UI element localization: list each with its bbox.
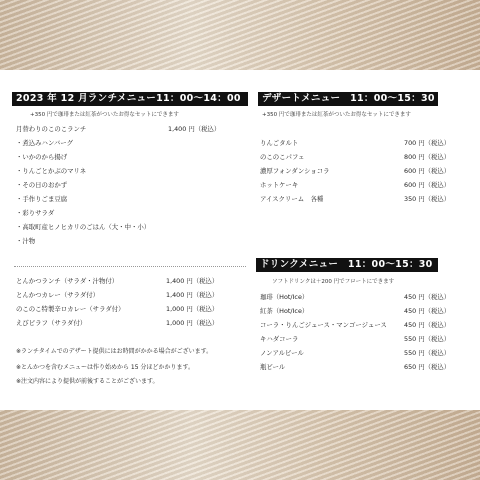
weekly-item: ・高取町産ヒノヒカリのごはん（大・中・小）	[16, 223, 151, 231]
menu-sheet	[0, 70, 480, 410]
drink-item: コーラ・りんごジュース・マンゴージュース	[260, 321, 387, 329]
footnote: ※ランチタイムでのデザート提供にはお時間がかかる場合がございます。	[16, 348, 213, 355]
lunch-menu-item: のこのこ特製辛ロカレー（サラダ付）	[16, 305, 125, 313]
background-texture-bottom	[0, 410, 480, 480]
drink-price: 550 円（税込）	[404, 335, 451, 343]
weekly-item: ・煮込みハンバーグ	[16, 139, 74, 147]
drink-item: ノンアルビール	[260, 349, 304, 357]
drink-item: 珈琲（Hot/Ice）	[260, 293, 309, 301]
lunch-menu-item: えびピラフ（サラダ付）	[16, 319, 87, 327]
lunch-divider	[14, 266, 246, 267]
drink-float-note: ソフトドリンクは＋200 円でフロートにできます	[272, 279, 395, 285]
dessert-price: 800 円（税込）	[404, 153, 451, 161]
drink-price: 450 円（税込）	[404, 307, 451, 315]
lunch-set-note: +350 円で珈琲または紅茶がついたお得なセットにできます	[30, 112, 179, 118]
dessert-price: 600 円（税込）	[404, 167, 451, 175]
dessert-price: 600 円（税込）	[404, 181, 451, 189]
footnote: ※注文内容により提供が前後することがございます。	[16, 378, 159, 385]
dessert-set-note: +350 円で珈琲または紅茶がついたお得なセットにできます	[262, 112, 411, 118]
drink-price: 550 円（税込）	[404, 349, 451, 357]
weekly-item: ・りんごとかぶのマリネ	[16, 167, 87, 175]
lunch-menu-price: 1,000 円（税込）	[166, 319, 219, 327]
weekly-lunch-title: 月替わりのこのこランチ	[16, 125, 87, 133]
dessert-item: りんごタルト	[260, 139, 299, 147]
dessert-item: アイスクリーム 各種	[260, 195, 324, 203]
lunch-menu-price: 1,000 円（税込）	[166, 305, 219, 313]
weekly-lunch-price: 1,400 円（税込）	[168, 125, 221, 133]
weekly-item: ・手作りごま豆腐	[16, 195, 68, 203]
drink-item: 紅茶（Hot/Ice）	[260, 307, 309, 315]
drink-price: 450 円（税込）	[404, 321, 451, 329]
lunch-header: 2023 年 12 月ランチメニュー11：00～14：00	[12, 92, 248, 106]
lunch-menu-price: 1,400 円（税込）	[166, 291, 219, 299]
background-texture-top	[0, 0, 480, 70]
drink-item: 瓶ビール	[260, 363, 286, 371]
dessert-item: のこのこパフェ	[260, 153, 305, 161]
drink-price: 650 円（税込）	[404, 363, 451, 371]
lunch-menu-item: とんかつランチ（サラダ・汁物付）	[16, 277, 119, 285]
weekly-item: ・彩りサラダ	[16, 209, 55, 217]
weekly-item: ・その日のおかず	[16, 181, 68, 189]
drink-header: ドリンクメニュー 11：00～15：30	[256, 258, 438, 272]
dessert-price: 700 円（税込）	[404, 139, 451, 147]
footnote: ※とんかつを含むメニューは作り始めから 15 分ほどかかります。	[16, 364, 194, 371]
dessert-item: 濃厚フォンダンショコラ	[260, 167, 330, 175]
drink-price: 450 円（税込）	[404, 293, 451, 301]
dessert-price: 350 円（税込）	[404, 195, 451, 203]
weekly-item: ・いかのから揚げ	[16, 153, 68, 161]
lunch-menu-item: とんかつカレー（サラダ付）	[16, 291, 100, 299]
dessert-header: デザートメニュー 11：00～15：30	[258, 92, 438, 106]
drink-item: キハダコーラ	[260, 335, 299, 343]
lunch-menu-price: 1,400 円（税込）	[166, 277, 219, 285]
weekly-item: ・汁物	[16, 237, 36, 245]
dessert-item: ホットケーキ	[260, 181, 299, 189]
